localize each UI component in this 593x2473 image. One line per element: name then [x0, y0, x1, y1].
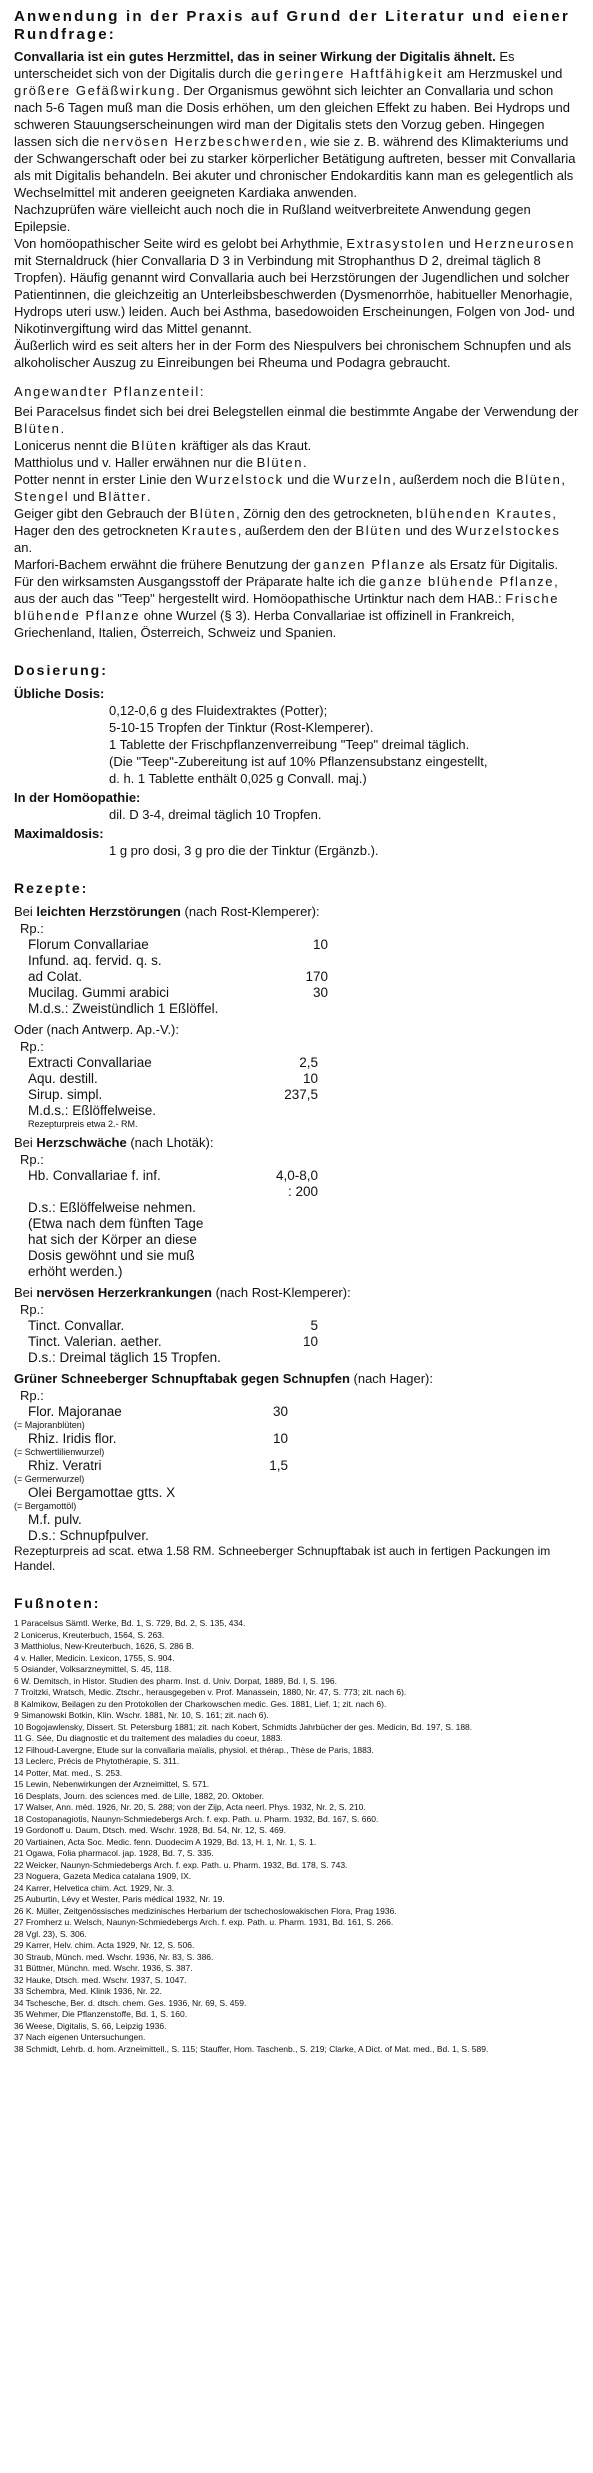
recipe-row — [28, 1350, 318, 1366]
text-run: als Ersatz für Digitalis. — [425, 557, 559, 572]
rp-label: Rp.: — [20, 1039, 44, 1054]
spaced-term: Blüten — [256, 455, 304, 470]
text-run: , wie sie z. B. während des Klimakteriums und der Schwangerschaft oder bei zu starker körperlicher Betätigung auftreten, besser mit Convallaria als mit Digitalis behandeln. Bei akuter und chronischer Endokarditis kann man es gelegentlich als Wechselmittel mit anderen geeigneten Kardiaka anwenden. — [14, 134, 576, 200]
ingredient-note: (= Germerwurzel) — [14, 1474, 85, 1484]
spaced-term: Blüten — [189, 506, 237, 521]
pflanzenteil-paragraph-2 — [14, 437, 581, 454]
amount: 10 — [272, 1431, 288, 1446]
text-run: und die — [283, 472, 334, 487]
footnote: 34 Tschesche, Ber. d. dtsch. chem. Ges. 1936, Nr. 69, S. 459. — [14, 1997, 247, 2008]
footnote: 16 Desplats, Journ. des sciences med. de Lille, 1882, 20. Oktober. — [14, 1790, 264, 1801]
amount: 1,5 — [269, 1458, 288, 1473]
recipe-row — [28, 1168, 318, 1184]
footnote: 14 Potter, Mat. med., S. 253. — [14, 1767, 123, 1778]
ingredient: Rhiz. Iridis flor. — [28, 1431, 117, 1446]
footnote: 21 Ogawa, Folia pharmacol. jap. 1928, Bd. 7, S. 335. — [14, 1848, 214, 1858]
footnote-list — [14, 1618, 581, 2055]
dosage-line: 1 g pro dosi, 3 g pro die der Tinktur (Ergänzb.). — [109, 843, 379, 858]
spaced-term: ganze blühende Pflanze — [379, 574, 555, 589]
intro-paragraph-2: Nachzuprüfen wäre vielleicht auch noch die in Rußland weitverbreitete Anwendung gegen Epilepsie. — [14, 202, 531, 234]
footnote: 19 Gordonoff u. Daum, Dtsch. med. Wschr. 1928, Bd. 54, Nr. 12, S. 469. — [14, 1825, 286, 1835]
recipe-table — [28, 1512, 288, 1544]
recipe-row — [28, 1184, 318, 1200]
recipe-title — [14, 1284, 581, 1301]
spaced-term: Blüten — [355, 523, 402, 538]
recipe-title — [14, 1370, 581, 1387]
dosage-line: (Die "Teep"-Zubereitung ist auf 10% Pflanzensubstanz eingestellt, — [109, 754, 488, 769]
text-run: an. — [14, 540, 33, 555]
footnote: 17 Walser, Ann. méd. 1926, Nr. 20, S. 288; von der Zijp, Acta neerl. Phys. 1932, Nr. 2, S. 210. — [14, 1802, 366, 1812]
spaced-term: ganzen Pflanze — [313, 557, 426, 572]
text-run: am Herzmuskel und — [443, 66, 563, 81]
text-run: . Der Organismus gewöhnt sich leichter an Convallaria und schon nach 5-6 Tagen muß man die Dosis erhöhen, um den gleichen Effekt zu haben. Bei Hydrops und schweren Stauungserscheinungen wird man der Digitalis stets den Vorzug geben. Hingegen lassen sich die — [14, 83, 570, 149]
dosage-usual-block — [14, 702, 581, 787]
ingredient: Olei Bergamottae gtts. X — [28, 1485, 176, 1500]
pflanzenteil-paragraph-7 — [14, 573, 581, 641]
recipe-row — [28, 1103, 318, 1119]
recipe-row — [28, 1087, 318, 1103]
ingredient: Aqu. destill. — [28, 1071, 98, 1086]
text-run: . — [147, 489, 151, 504]
rp-label: Rp.: — [20, 1388, 44, 1403]
spaced-term: nervösen Herzbeschwerden — [102, 134, 304, 149]
footnote: 27 Fromherz u. Welsch, Naunyn-Schmiedebergs Arch. f. exp. Path. u. Pharm. 1931, Bd. 161, S. 266. — [14, 1917, 394, 1927]
amount: 237,5 — [284, 1087, 318, 1102]
spaced-term: blühenden Krautes — [416, 506, 553, 521]
ingredient: M.f. pulv. — [28, 1512, 82, 1527]
footnote: 13 Leclerc, Précis de Phytothérapie, S. 311. — [14, 1756, 180, 1766]
recipe-row — [28, 1055, 318, 1071]
text-run: Potter nennt in erster Linie den — [14, 472, 196, 487]
spaced-term: Krautes — [181, 523, 238, 538]
footnote: 12 Filhoud-Lavergne, Etude sur la convallaria maïalis, physiol. et thérap., Thèse de Paris, 1883. — [14, 1744, 374, 1755]
amount: 30 — [272, 1404, 288, 1419]
footnote: 25 Auburtin, Lévy et Wester, Paris médical 1932, Nr. 19. — [14, 1894, 225, 1904]
footnote: 24 Karrer, Helvetica chim. Act. 1929, Nr. 3. — [14, 1882, 175, 1893]
ingredient: Florum Convallariae — [28, 937, 149, 952]
section-heading-anwendung: Anwendung in der Praxis auf Grund der Literatur und eiener Rundfrage: — [14, 8, 570, 43]
text-run: (nach Lhotäk): — [126, 1135, 214, 1150]
amount: : 200 — [287, 1184, 318, 1199]
ingredient: Dosis gewöhnt und sie muß — [28, 1248, 195, 1263]
ingredient: ad Colat. — [28, 969, 83, 984]
amount: 170 — [305, 969, 328, 984]
footnote: 10 Bogojawlensky, Dissert. St. Petersburg 1881; zit. nach Kobert, Schmidts Jahrbücher der ges. Medicin, Bd. 197, S. 188. — [14, 1721, 473, 1732]
recipe-row — [28, 953, 328, 969]
spaced-term: Blüten — [131, 438, 178, 453]
ingredient: hat sich der Körper an diese — [28, 1232, 197, 1247]
text-run: kräftiger als das Kraut. — [177, 438, 312, 453]
text-run: Geiger gibt den Gebrauch der — [14, 506, 190, 521]
recipe-row — [28, 937, 328, 953]
spaced-term: Herzneurosen — [474, 236, 576, 251]
pflanzenteil-paragraph-6 — [14, 556, 581, 573]
intro-paragraph-4: Äußerlich wird es seit alters her in der Form des Niespulvers bei chronischem Schnupfen und als alkoholischer Auszug zu Einreibungen bei Rheuma und Podagra gebraucht. — [14, 338, 572, 370]
recipe-row — [28, 1001, 328, 1017]
dosage-line: 0,12-0,6 g des Fluidextraktes (Potter); — [109, 703, 328, 718]
recipe-indication: Herzschwäche — [36, 1135, 127, 1150]
text-run: , Hager den des getrockneten — [14, 506, 556, 538]
ingredient: Rhiz. Veratri — [28, 1458, 102, 1473]
text-run: und — [445, 236, 475, 251]
footnote: 33 Schembra, Med. Klinik 1936, Nr. 22. — [14, 1986, 162, 1996]
footnote: 9 Simanowski Botkin, Klin. Wschr. 1881, Nr. 10, S. 161; zit. nach 6). — [14, 1710, 269, 1720]
recipe-indication: leichten Herzstörungen — [36, 904, 181, 919]
ingredient: D.s.: Eßlöffelweise nehmen. — [28, 1200, 196, 1215]
recipe-row — [28, 1528, 288, 1544]
intro-paragraph-3 — [14, 235, 581, 337]
recipe-title: Oder (nach Antwerp. Ap.-V.): — [14, 1022, 179, 1037]
pflanzenteil-paragraph-4 — [14, 471, 581, 505]
pflanzenteil-paragraph-3 — [14, 454, 581, 471]
recipe-table — [28, 1055, 318, 1119]
footnote: 11 G. Sée, Du diagnostic et du traitement des maladies du coeur, 1883. — [14, 1733, 283, 1743]
footnote: 2 Lonicerus, Kreuterbuch, 1564, S. 263. — [14, 1629, 165, 1640]
dosage-line: dil. D 3-4, dreimal täglich 10 Tropfen. — [109, 807, 322, 822]
dosage-label-max: Maximaldosis: — [14, 826, 104, 841]
recipe-row — [28, 1264, 318, 1280]
recipe-table — [28, 1458, 288, 1474]
recipe-row — [28, 969, 328, 985]
recipe-price: Rezepturpreis etwa 2.- RM. — [28, 1119, 138, 1129]
intro-paragraph-1 — [14, 48, 581, 201]
footnote: 8 Kalmikow, Beilagen zu den Protokollen der Charkowschen medic. Ges. 1881, Lief. 1; zit. nach 6). — [14, 1698, 387, 1709]
text-run: mit Sternaldruck (hier Convallaria D 3 in Verbindung mit Strophanthus D 2, dreimal täglich 8 Tropfen). Häufig genannt wird Convallaria auch bei Herzstörungen der Jugendlichen und solcher Patientinnen, die gleichzeitig an Unterleibsbeschwerden (Dysmenorrhöe, habitueller Menorhagie, Hydrops uteri usw.) leiden. Auch bei Asthma, basedowoiden Erscheinungen, Folgen von Jod- und Nikotinvergiftung wird das Mittel genannt. — [14, 253, 575, 336]
footnote: 6 W. Demitsch, in Histor. Studien des pharm. Inst. d. Univ. Dorpat, 1889, Bd. I, S. 196. — [14, 1675, 337, 1686]
recipe-row — [28, 1334, 318, 1350]
amount: 10 — [302, 1334, 318, 1349]
footnote: 38 Schmidt, Lehrb. d. hom. Arzneimittell., S. 115; Stauffer, Hom. Taschenb., S. 219; Clarke, A Dict. of Mat. med., Bd. 1, S. 589. — [14, 2043, 489, 2054]
text-run: Marfori-Bachem erwähnt die frühere Benutzung der — [14, 557, 314, 572]
recipe-row — [28, 1404, 288, 1420]
text-run: Von homöopathischer Seite wird es gelobt bei Arhythmie, — [14, 236, 347, 251]
ingredient — [28, 1184, 258, 1200]
ingredient: Infund. aq. fervid. q. s. — [28, 953, 162, 968]
ingredient: M.d.s.: Zweistündlich 1 Eßlöffel. — [28, 1001, 219, 1016]
footnote: 31 Büttner, Münchn. med. Wschr. 1936, S. 387. — [14, 1963, 193, 1973]
dosage-line: 5-10-15 Tropfen der Tinktur (Rost-Klemperer). — [109, 720, 374, 735]
recipe-title — [14, 903, 581, 920]
footnote: 37 Nach eigenen Untersuchungen. — [14, 2032, 146, 2042]
spaced-term: Blüten — [14, 421, 61, 436]
text-run: , außerdem noch die — [392, 472, 515, 487]
text-run: (nach Hager): — [349, 1371, 433, 1386]
text-run: und — [69, 489, 99, 504]
amount: 10 — [312, 937, 328, 952]
recipe-table — [28, 1168, 318, 1280]
text-run: , aus der auch das "Teep" hergestellt wird. Homöopathische Urtinktur nach dem HAB.: — [14, 574, 558, 606]
dosage-max-block — [14, 842, 581, 859]
ingredient: Mucilag. Gummi arabici — [28, 985, 170, 1000]
ingredient: Tinct. Valerian. aether. — [28, 1334, 162, 1349]
spaced-term: Extrasystolen — [346, 236, 446, 251]
footnote: 29 Karrer, Helv. chim. Acta 1929, Nr. 12, S. 506. — [14, 1940, 195, 1950]
ingredient: Tinct. Convallar. — [28, 1318, 125, 1333]
amount: 30 — [312, 985, 328, 1000]
amount: 10 — [302, 1071, 318, 1086]
footnote: 4 v. Haller, Medicin. Lexicon, 1755, S. 904. — [14, 1652, 175, 1663]
recipe-row — [28, 985, 328, 1001]
dosage-line: d. h. 1 Tablette enthält 0,025 g Convall. maj.) — [109, 771, 367, 786]
dosage-label-homoeopathy: In der Homöopathie: — [14, 790, 141, 805]
footnote: 30 Straub, Münch. med. Wschr. 1936, Nr. 83, S. 386. — [14, 1951, 214, 1962]
text-run: , außerdem den der — [237, 523, 356, 538]
recipe-table — [28, 1404, 288, 1420]
recipe-row — [28, 1485, 288, 1501]
dosage-homoeopathy-block — [14, 806, 581, 823]
footnote: 35 Wehmer, Die Pflanzenstoffe, Bd. 1, S. 160. — [14, 2009, 188, 2019]
recipe-row — [28, 1232, 318, 1248]
text-run: Bei — [14, 1135, 37, 1150]
spaced-term: Wurzelstock — [195, 472, 284, 487]
text-run: Matthiolus und v. Haller erwähnen nur die — [14, 455, 257, 470]
footnote: 26 K. Müller, Zeitgenössisches medizinisches Herbarium der tschechoslowakischen Flora, Prag 1936. — [14, 1905, 397, 1916]
recipe-price: Rezepturpreis ad scat. etwa 1.58 RM. Schneeberger Schnupftabak ist auch in fertigen Packungen im Handel. — [14, 1544, 551, 1573]
spaced-term: geringere Haftfähigkeit — [275, 66, 444, 81]
text-run: ohne Wurzel (§ 3). Herba Convallariae ist offizinell in Frankreich, Griechenland, Italien, Österreich, Schweiz und Spanien. — [14, 608, 515, 640]
footnote: 20 Vartiainen, Acta Soc. Medic. fenn. Duodecim A 1929, Bd. 13, H. 1, Nr. 1, S. 1. — [14, 1836, 317, 1847]
footnote: 22 Weicker, Naunyn-Schmiedebergs Arch. f. exp. Path. u. Pharm. 1932, Bd. 178, S. 743. — [14, 1859, 348, 1870]
recipe-table — [28, 1318, 318, 1366]
ingredient: D.s.: Schnupfpulver. — [28, 1528, 149, 1543]
recipe-table — [28, 1485, 288, 1501]
rp-label: Rp.: — [20, 921, 44, 936]
recipe-indication: nervösen Herzerkrankungen — [36, 1285, 212, 1300]
footnote: 28 Vgl. 23), S. 306. — [14, 1928, 87, 1939]
amount: 2,5 — [299, 1055, 318, 1070]
rp-label: Rp.: — [20, 1152, 44, 1167]
spaced-term: Blüten, Stengel — [14, 472, 567, 504]
ingredient: (Etwa nach dem fünften Tage — [28, 1216, 204, 1231]
ingredient: Hb. Convallariae f. inf. — [28, 1168, 161, 1183]
footnote: 36 Weese, Digitalis, S. 66, Leipzig 1936. — [14, 2020, 167, 2031]
text-run: , Zörnig den des getrockneten, — [236, 506, 417, 521]
amount: 4,0-8,0 — [275, 1168, 318, 1183]
ingredient: Flor. Majoranae — [28, 1404, 122, 1419]
footnote: 5 Osiander, Volksarzneymittel, S. 45, 118. — [14, 1664, 172, 1674]
footnote: 1 Paracelsus Sämtl. Werke, Bd. 1, S. 729, Bd. 2, S. 135, 434. — [14, 1618, 246, 1628]
text-run: (nach Rost-Klemperer): — [180, 904, 320, 919]
recipe-title — [14, 1134, 581, 1151]
ingredient: M.d.s.: Eßlöffelweise. — [28, 1103, 157, 1118]
text-run: und des — [401, 523, 456, 538]
recipe-row — [28, 1200, 318, 1216]
pflanzenteil-paragraph-1 — [14, 403, 581, 437]
section-heading-fussnoten: Fußnoten: — [14, 1595, 101, 1611]
text-run: (nach Rost-Klemperer): — [211, 1285, 351, 1300]
recipe-table — [28, 937, 328, 1017]
recipe-row — [28, 1431, 288, 1447]
text-run: . — [303, 455, 307, 470]
spaced-term: Frische blühende Pflanze — [14, 591, 560, 623]
ingredient-note: (= Majoranblüten) — [14, 1420, 85, 1430]
recipe-row — [28, 1071, 318, 1087]
ingredient: erhöht werden.) — [28, 1264, 123, 1279]
dosage-label-usual: Übliche Dosis: — [14, 686, 105, 701]
ingredient: Sirup. simpl. — [28, 1087, 103, 1102]
footnote: 3 Matthiolus, New-Kreuterbuch, 1626, S. 286 B. — [14, 1641, 195, 1651]
section-heading-rezepte: Rezepte: — [14, 880, 89, 896]
text-run: Für den wirksamsten Ausgangsstoff der Präparate halte ich die — [14, 574, 380, 589]
footnote: 23 Noguera, Gazeta Medica catalana 1909, IX. — [14, 1871, 192, 1881]
dosage-line: 1 Tablette der Frischpflanzenverreibung "Teep" dreimal täglich. — [109, 737, 470, 752]
recipe-row — [28, 1216, 318, 1232]
spaced-term: Wurzelstockes — [455, 523, 561, 538]
amount — [288, 953, 328, 969]
text-run: . — [60, 421, 65, 436]
text-run: Bei Paracelsus findet sich bei drei Belegstellen einmal die bestimmte Angabe der Verwendung der — [14, 404, 579, 419]
footnote: 18 Costopanagiotis, Naunyn-Schmiedebergs Arch. f. exp. Path. u. Pharm. 1932, Bd. 167, S. 660. — [14, 1813, 379, 1824]
footnote: 7 Troitzki, Wratsch, Medic. Ztschr., herausgegeben v. Prof. Manassein, 1880, Nr. 47, S. 773; zit. nach 6). — [14, 1687, 407, 1697]
footnote: 32 Hauke, Dtsch. med. Wschr. 1937, S. 1047. — [14, 1974, 187, 1985]
rp-label: Rp.: — [20, 1302, 44, 1317]
ingredient-note: (= Bergamottöl) — [14, 1501, 77, 1511]
pflanzenteil-paragraph-5 — [14, 505, 581, 556]
text-run: Es unterscheidet sich von der Digitalis durch die — [14, 49, 515, 81]
recipe-indication: Grüner Schneeberger Schnupftabak gegen Schnupfen — [14, 1371, 350, 1386]
ingredient: Extracti Convallariae — [28, 1055, 152, 1070]
spaced-term: Wurzeln — [333, 472, 393, 487]
spaced-term: größere Gefäßwirkung — [14, 83, 177, 98]
recipe-row — [28, 1318, 318, 1334]
spaced-term: Blätter — [98, 489, 147, 504]
ingredient-note: (= Schwertlilienwurzel) — [14, 1447, 105, 1457]
text-run: Bei — [14, 904, 37, 919]
intro-bold-lead: Convallaria ist ein gutes Herzmittel, das in seiner Wirkung der Digitalis ähnelt. — [14, 49, 496, 64]
amount: 5 — [310, 1318, 318, 1333]
footnote: 15 Lewin, Nebenwirkungen der Arzneimittel, S. 571. — [14, 1779, 210, 1789]
text-run: Bei — [14, 1285, 37, 1300]
recipe-row — [28, 1248, 318, 1264]
recipe-table — [28, 1431, 288, 1447]
ingredient: D.s.: Dreimal täglich 15 Tropfen. — [28, 1350, 221, 1365]
section-heading-pflanzenteil: Angewandter Pflanzenteil: — [14, 384, 206, 399]
text-run: Lonicerus nennt die — [14, 438, 132, 453]
section-heading-dosierung: Dosierung: — [14, 662, 108, 678]
recipe-row — [28, 1458, 288, 1474]
recipe-row — [28, 1512, 288, 1528]
